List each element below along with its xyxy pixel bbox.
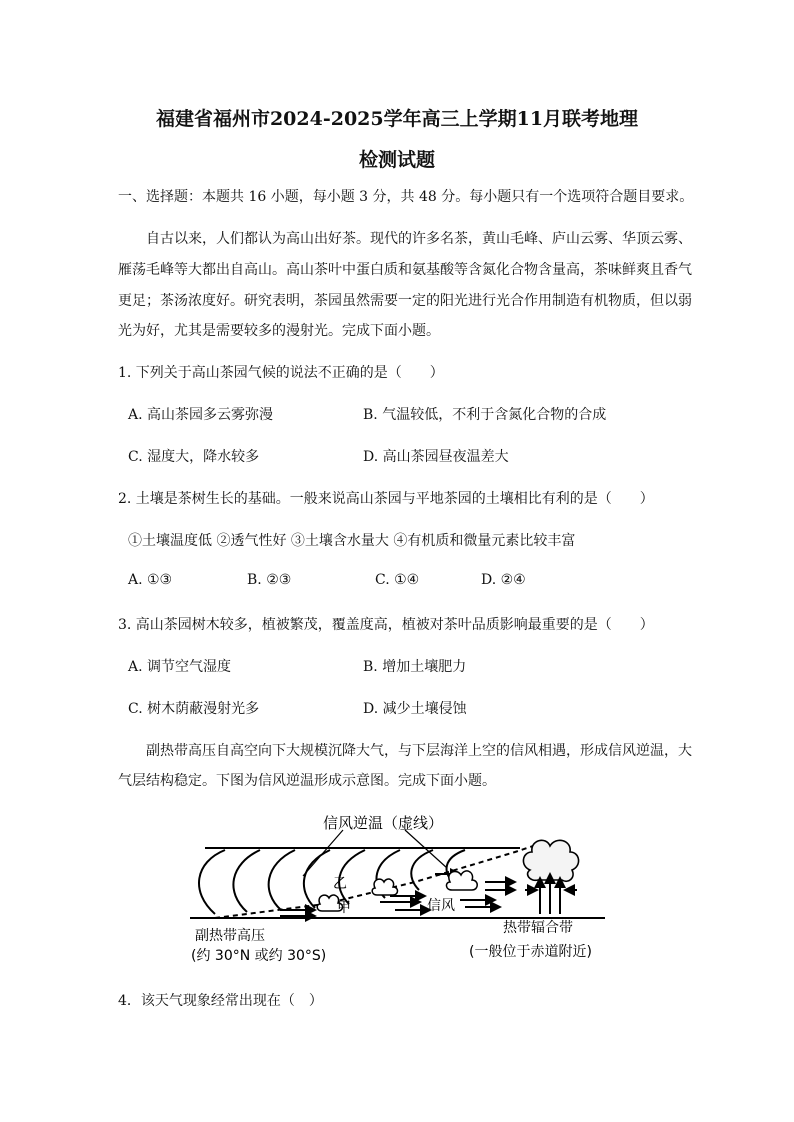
convective-cloud — [523, 840, 578, 914]
passage1-line: 自古以来，人们都认为高山出好茶。现代的许多名茶，黄山毛峰、庐山云雾、华顶云雾、 — [146, 231, 692, 247]
question-3-option-d: D. 减少土壤侵蚀 — [363, 701, 467, 717]
question-1-option-c: C. 湿度大，降水较多 — [128, 449, 260, 465]
passage1-line: 更足；茶汤浓度好。研究表明，茶园虽然需要一定的阳光进行光合作用制造有机物质，但以弱 — [118, 293, 692, 309]
label-itcz-location: (一般位于赤道附近) — [469, 944, 592, 960]
question-2-stem: 2. 土壤是茶树生长的基础。一般来说高山茶园与平地茶园的土壤相比有利的是（ ） — [118, 491, 654, 507]
passage2-line: 副热带高压自高空向下大规模沉降大气，与下层海洋上空的信风相遇，形成信风逆温，大 — [146, 743, 692, 759]
page-title: 福建省福州市2024-2025学年高三上学期11月联考地理 — [155, 108, 639, 130]
question-3-stem: 3. 高山茶园树木较多，植被繁茂，覆盖度高，植被对茶叶品质影响最重要的是（ ） — [118, 617, 654, 633]
caption-leader-left — [303, 830, 343, 876]
question-2-option-d: D. ②④ — [481, 572, 526, 588]
question-2-option-b: B. ②③ — [247, 572, 292, 588]
section-heading: 一、选择题：本题共 16 小题，每小题 3 分，共 48 分。每小题只有一个选项符合题目要求。 — [118, 189, 694, 205]
passage2-line: 气层结构稳定。下图为信风逆温形成示意图。完成下面小题。 — [118, 773, 496, 789]
label-subtropical-high: 副热带高压 — [195, 928, 265, 944]
label-trade-wind: 信风 — [427, 898, 455, 914]
question-4-stem: 4．该天气现象经常出现在（ ） — [118, 993, 323, 1009]
question-1-stem: 1. 下列关于高山茶园气候的说法不正确的是（ ） — [118, 365, 444, 381]
question-2-items: ①土壤温度低 ②透气性好 ③土壤含水量大 ④有机质和微量元素比较丰富 — [128, 533, 576, 549]
question-3-option-b: B. 增加土壤肥力 — [363, 659, 467, 675]
question-1-option-a: A. 高山茶园多云雾弥漫 — [128, 407, 274, 423]
question-1-option-b: B. 气温较低，不利于含氮化合物的合成 — [363, 407, 607, 423]
trade-wind-arrows — [280, 874, 515, 916]
question-3-option-a: A. 调节空气湿度 — [128, 659, 232, 675]
question-1-option-d: D. 高山茶园昼夜温差大 — [363, 449, 509, 465]
label-subtropical-latitude: (约 30°N 或约 30°S) — [191, 948, 327, 964]
label-itcz: 热带辐合带 — [503, 920, 573, 936]
question-2-option-a: A. ①③ — [128, 572, 173, 588]
passage1-line: 雁荡毛峰等大都出自高山。高山茶叶中蛋白质和氨基酸等含氮化合物含量高，茶味鲜爽且香气 — [118, 262, 692, 278]
label-yi: 乙 — [333, 876, 347, 892]
passage1-line: 光为好，尤其是需要较多的漫射光。完成下面小题。 — [118, 323, 440, 339]
trade-wind-inversion-diagram — [185, 812, 615, 970]
figure-caption: 信风逆温（虚线） — [323, 814, 444, 832]
page-subtitle: 检测试题 — [358, 149, 435, 171]
question-3-option-c: C. 树木荫蔽漫射光多 — [128, 701, 260, 717]
label-jia: 甲 — [337, 900, 351, 916]
question-2-option-c: C. ①④ — [375, 572, 420, 588]
